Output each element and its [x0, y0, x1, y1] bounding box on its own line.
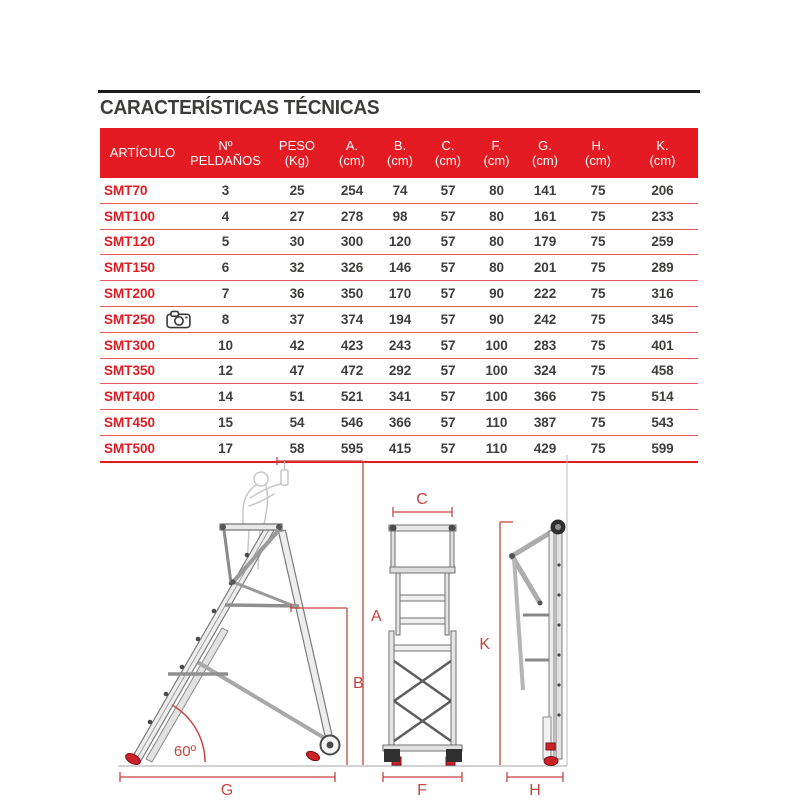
value-cell: 15	[218, 415, 233, 431]
value-cell: 37	[289, 311, 305, 327]
value-cell: 120	[388, 234, 412, 250]
value-cell: 514	[651, 389, 674, 405]
value-cell: 17	[218, 440, 233, 456]
value-cell: 194	[388, 311, 412, 327]
value-cell: 146	[388, 260, 412, 276]
value-cell: 387	[533, 415, 557, 431]
value-cell: 201	[533, 260, 557, 276]
table-row	[100, 410, 698, 436]
dim-B-label: B	[353, 675, 364, 692]
value-cell: 80	[489, 234, 504, 250]
value-cell: 98	[392, 208, 408, 224]
value-cell: 546	[340, 415, 364, 431]
value-cell: 110	[485, 440, 508, 456]
value-cell: 32	[289, 260, 305, 276]
articulo-label: SMT400	[104, 389, 156, 405]
table-row	[100, 281, 698, 307]
angle-label: 60º	[173, 743, 197, 760]
dim-G-line	[120, 772, 335, 782]
value-cell: 57	[440, 440, 456, 456]
value-cell: 100	[485, 337, 508, 353]
col-header-k: K. (cm)	[649, 137, 676, 168]
value-cell: 374	[340, 311, 364, 327]
value-cell: 75	[590, 234, 606, 250]
value-cell: 233	[651, 208, 674, 224]
value-cell: 366	[388, 415, 412, 431]
articulo-label: SMT350	[104, 363, 156, 379]
value-cell: 25	[289, 182, 305, 198]
value-cell: 326	[340, 260, 364, 276]
value-cell: 100	[485, 363, 508, 379]
value-cell: 57	[440, 415, 456, 431]
value-cell: 100	[485, 389, 508, 405]
value-cell: 3	[221, 182, 230, 198]
value-cell: 75	[590, 363, 606, 379]
col-header-c: C. (cm)	[435, 137, 462, 168]
value-cell: 90	[489, 311, 504, 327]
dim-A-label: A	[371, 608, 382, 625]
value-cell: 74	[392, 182, 408, 198]
value-cell: 543	[651, 415, 674, 431]
value-cell: 243	[388, 337, 412, 353]
value-cell: 4	[221, 208, 230, 224]
value-cell: 345	[651, 311, 674, 327]
value-cell: 259	[651, 234, 674, 250]
value-cell: 54	[289, 415, 305, 431]
col-header-peso: PESO (Kg)	[278, 137, 316, 168]
dim-K-label: K	[479, 636, 490, 653]
value-cell: 289	[651, 260, 674, 276]
rear-foot-cap	[305, 749, 321, 762]
value-cell: 254	[340, 182, 364, 198]
front-view-ladder	[383, 525, 462, 766]
articulo-label: SMT250	[104, 311, 156, 327]
value-cell: 401	[651, 337, 674, 353]
value-cell: 429	[533, 440, 557, 456]
value-cell: 30	[289, 234, 305, 250]
dim-H-line	[507, 772, 563, 782]
value-cell: 58	[289, 440, 305, 456]
value-cell: 5	[221, 234, 230, 250]
table-row	[100, 204, 698, 230]
dim-F-line	[383, 772, 462, 782]
value-cell: 75	[590, 389, 606, 405]
table-row	[100, 307, 698, 333]
articulo-cell	[100, 209, 185, 224]
value-cell: 75	[590, 415, 606, 431]
table-row	[100, 178, 698, 204]
value-cell: 7	[221, 286, 230, 302]
value-cell: 161	[533, 208, 557, 224]
specs-table	[100, 128, 698, 463]
value-cell: 278	[340, 208, 364, 224]
value-cell: 57	[440, 208, 456, 224]
value-cell: 27	[289, 208, 305, 224]
value-cell: 222	[533, 286, 557, 302]
value-cell: 415	[388, 440, 412, 456]
value-cell: 57	[440, 234, 456, 250]
articulo-cell	[100, 260, 185, 275]
dim-C-label: C	[416, 491, 428, 508]
value-cell: 75	[590, 337, 606, 353]
value-cell: 80	[489, 260, 504, 276]
value-cell: 80	[489, 208, 504, 224]
table-row	[100, 384, 698, 410]
value-cell: 141	[533, 182, 557, 198]
side-view-ladder	[124, 524, 340, 767]
articulo-cell	[100, 389, 185, 404]
articulo-cell	[100, 363, 185, 378]
articulo-cell	[100, 415, 185, 430]
articulo-label: SMT500	[104, 440, 156, 456]
value-cell: 10	[218, 337, 233, 353]
value-cell: 472	[340, 363, 364, 379]
value-cell: 324	[533, 363, 557, 379]
articulo-label: SMT100	[104, 208, 156, 224]
value-cell: 179	[533, 234, 557, 250]
value-cell: 292	[388, 363, 412, 379]
value-cell: 6	[221, 260, 230, 276]
value-cell: 80	[489, 182, 504, 198]
col-header-g: G. (cm)	[532, 137, 558, 168]
value-cell: 170	[388, 286, 412, 302]
value-cell: 316	[651, 286, 674, 302]
title-rule	[98, 90, 700, 93]
ladder-diagram	[0, 455, 800, 800]
articulo-label: SMT200	[104, 286, 156, 302]
articulo-cell	[100, 234, 185, 249]
value-cell: 75	[590, 286, 606, 302]
value-cell: 75	[590, 208, 606, 224]
specs-table-body	[100, 178, 698, 463]
value-cell: 300	[340, 234, 364, 250]
value-cell: 341	[388, 389, 412, 405]
value-cell: 366	[533, 389, 557, 405]
value-cell: 57	[440, 311, 456, 327]
value-cell: 47	[289, 363, 305, 379]
col-header-a: A. (cm)	[338, 137, 365, 168]
dim-G-label: G	[220, 782, 234, 799]
col-header-b: B. (cm)	[387, 137, 413, 168]
value-cell: 423	[340, 337, 364, 353]
value-cell: 90	[489, 286, 504, 302]
col-header-artículo: ARTÍCULO	[109, 145, 176, 161]
table-row	[100, 333, 698, 359]
value-cell: 110	[485, 415, 508, 431]
articulo-label: SMT70	[104, 182, 148, 198]
value-cell: 8	[221, 311, 230, 327]
col-header-nº: Nº PELDAÑOS	[190, 137, 261, 168]
value-cell: 458	[651, 363, 674, 379]
specs-table-header	[100, 128, 698, 178]
value-cell: 57	[440, 286, 456, 302]
value-cell: 57	[440, 182, 456, 198]
articulo-cell	[100, 310, 185, 329]
articulo-cell	[100, 338, 185, 353]
page-title: CARACTERÍSTICAS TÉCNICAS	[100, 97, 380, 119]
table-row	[100, 255, 698, 281]
articulo-label: SMT120	[104, 234, 156, 250]
value-cell: 595	[340, 440, 364, 456]
folded-view-ladder	[509, 520, 566, 766]
value-cell: 36	[289, 286, 305, 302]
value-cell: 75	[590, 182, 606, 198]
articulo-label: SMT300	[104, 337, 156, 353]
value-cell: 242	[533, 311, 557, 327]
value-cell: 599	[651, 440, 674, 456]
articulo-cell	[100, 286, 185, 301]
value-cell: 283	[533, 337, 557, 353]
value-cell: 57	[440, 260, 456, 276]
value-cell: 12	[218, 363, 233, 379]
value-cell: 57	[440, 389, 456, 405]
value-cell: 350	[340, 286, 364, 302]
value-cell: 521	[340, 389, 364, 405]
value-cell: 57	[440, 363, 456, 379]
articulo-cell	[100, 183, 185, 198]
value-cell: 75	[590, 260, 606, 276]
col-header-h: H. (cm)	[585, 137, 612, 168]
table-row	[100, 359, 698, 385]
articulo-label: SMT450	[104, 415, 156, 431]
value-cell: 42	[289, 337, 305, 353]
value-cell: 206	[651, 182, 674, 198]
table-row	[100, 230, 698, 256]
value-cell: 14	[218, 389, 233, 405]
value-cell: 75	[590, 440, 606, 456]
articulo-cell	[100, 441, 185, 456]
articulo-label: SMT150	[104, 260, 156, 276]
col-header-f: F. (cm)	[483, 137, 510, 168]
dim-F-label: F	[417, 782, 427, 799]
value-cell: 57	[440, 337, 456, 353]
value-cell: 51	[289, 389, 305, 405]
dim-C-line	[393, 507, 452, 517]
dim-H-label: H	[529, 782, 541, 799]
value-cell: 75	[590, 311, 606, 327]
